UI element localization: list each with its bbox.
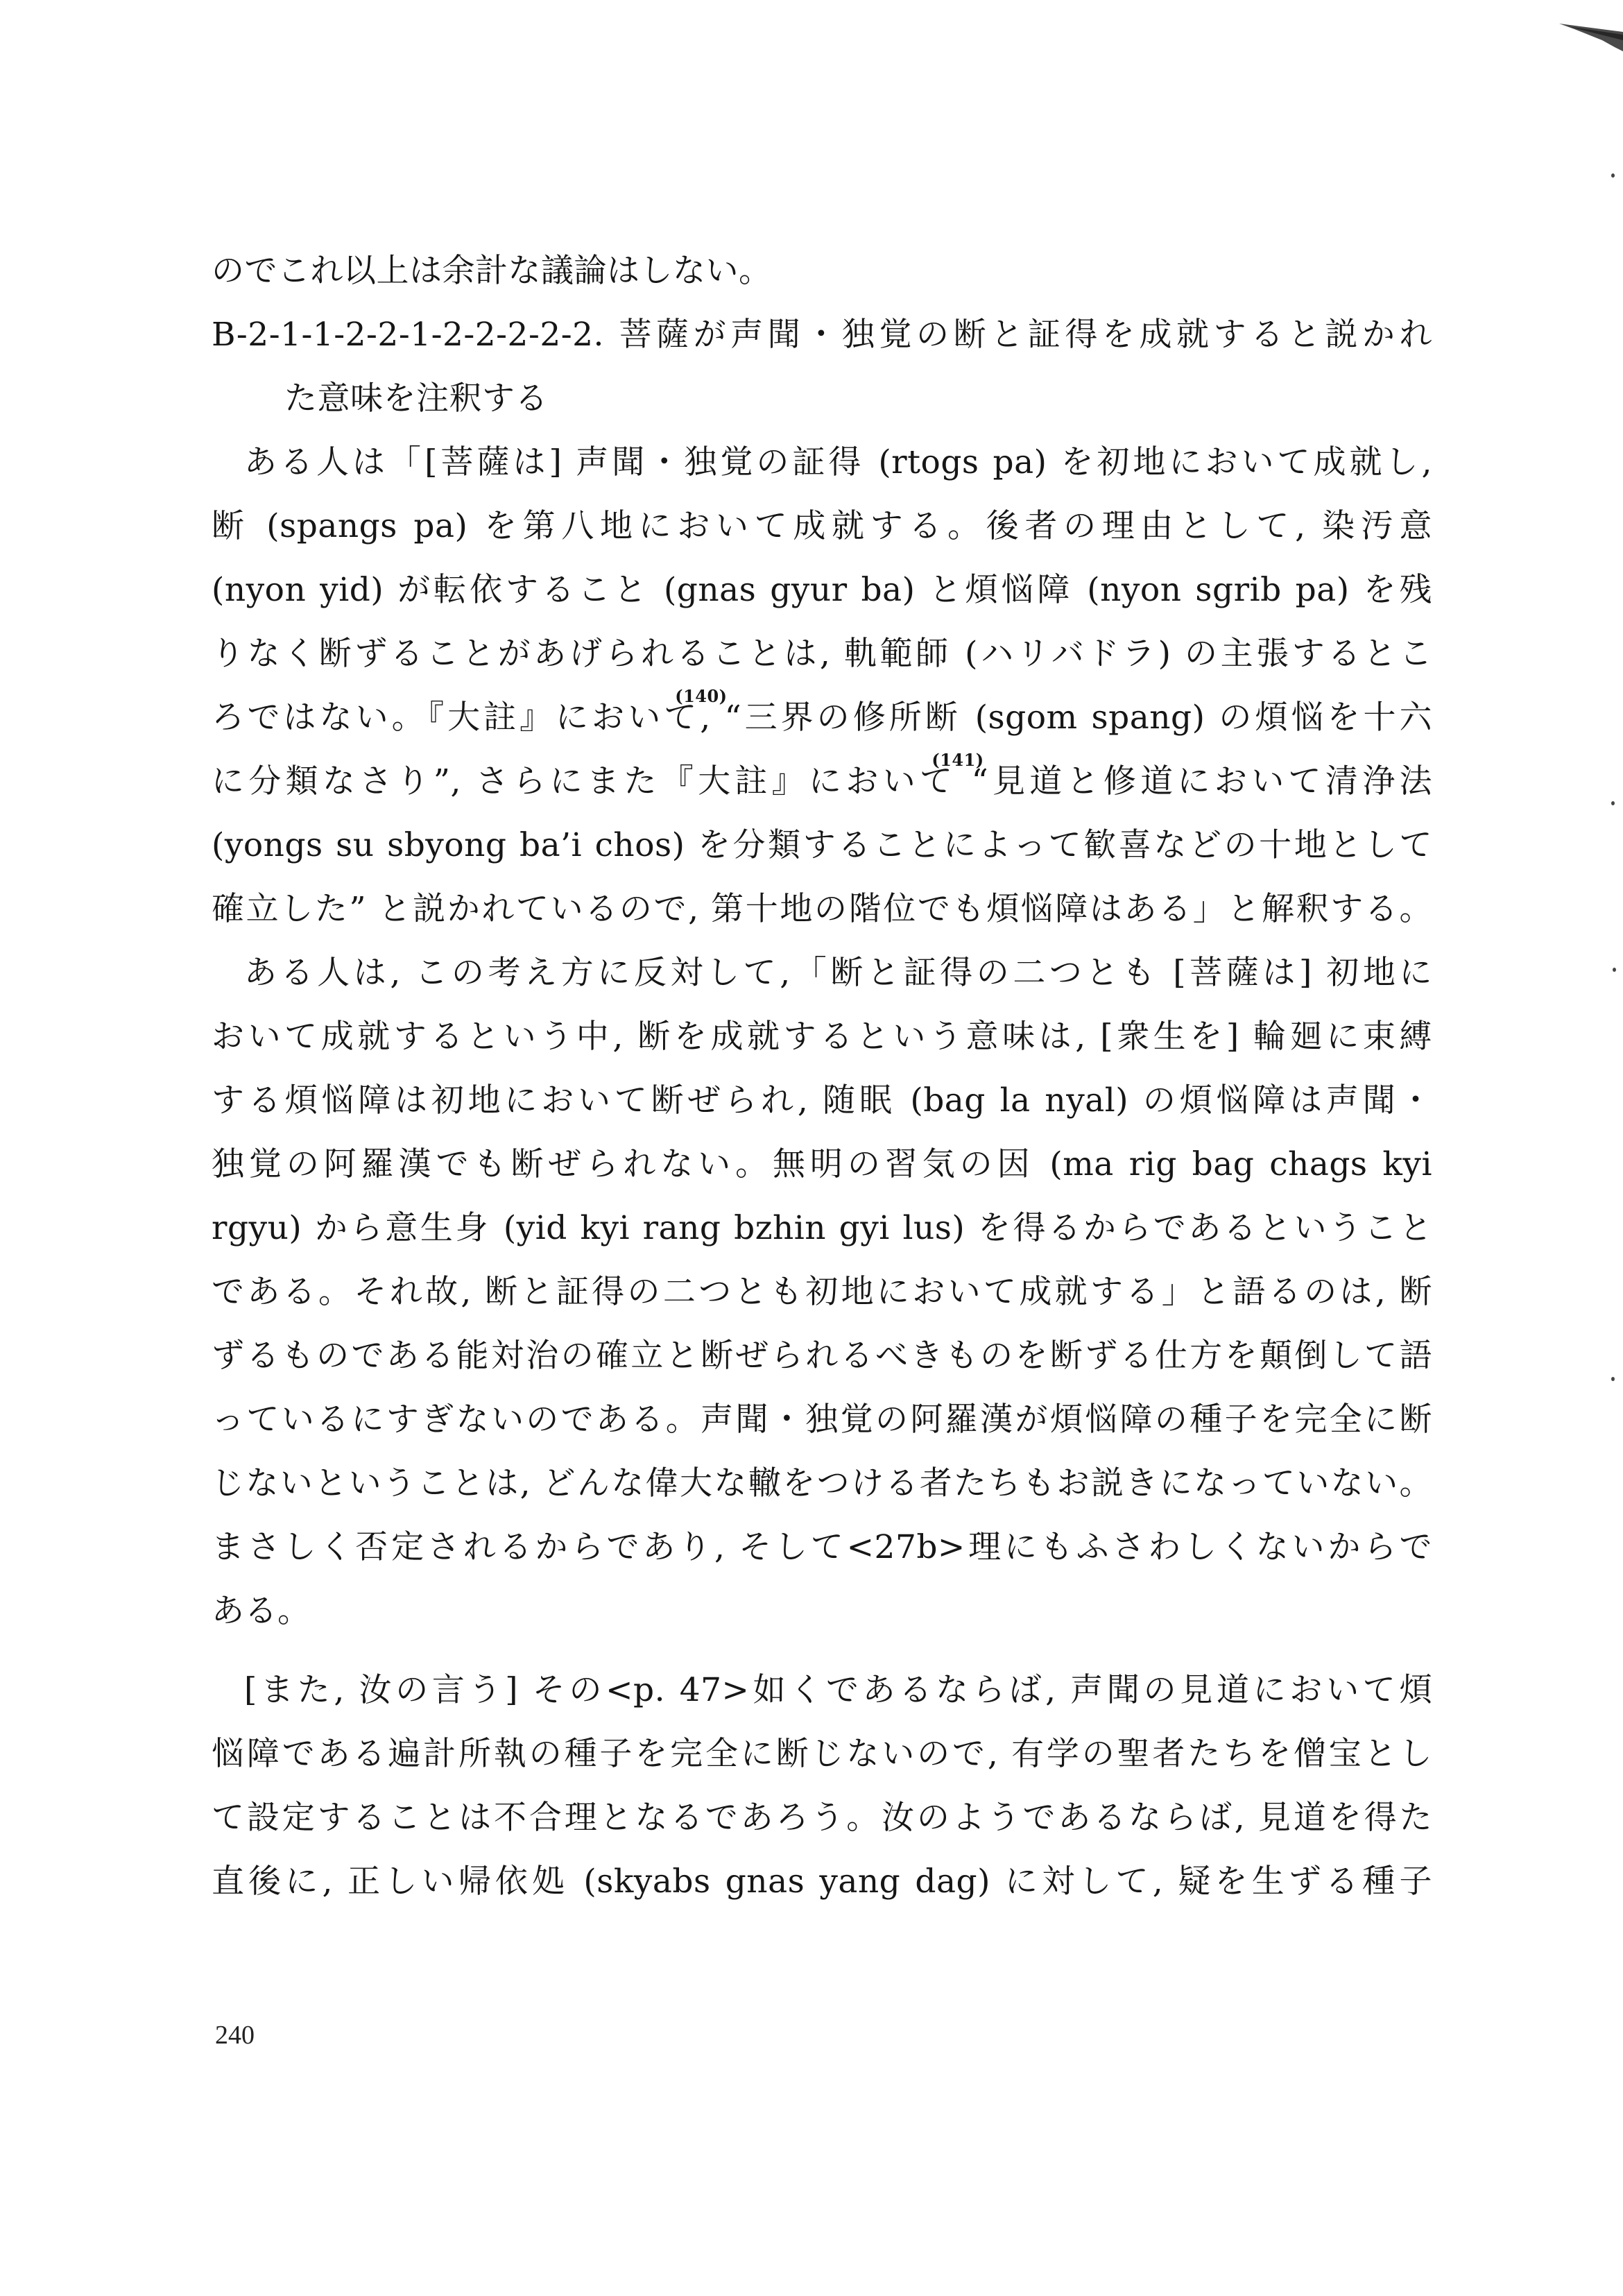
text-line: 独覚の阿羅漢でも断ぜられない。無明の習気の因 (ma rig bag chags kyi — [212, 1145, 1432, 1183]
text-line: ある人は「[菩薩は] 声聞・独覚の証得 (rtogs pa) を初地において成就し, — [244, 443, 1432, 481]
text-line: 断 (spangs pa) を第八地において成就する。後者の理由として, 染汚意 — [212, 507, 1432, 545]
text-line: (nyon yid) が転依すること (gnas gyur ba) と煩悩障 (nyon sgrib pa) を残 — [212, 571, 1432, 609]
text-line: する煩悩障は初地において断ぜられ, 随眠 (bag la nyal) の煩悩障は声聞・ — [212, 1081, 1432, 1120]
text-line — [212, 686, 1432, 750]
text-line: rgyu) から意生身 (yid kyi rang bzhin gyi lus) を得るからであるということ — [212, 1209, 1432, 1247]
text-line: B-2-1-1-2-2-1-2-2-2-2-2. 菩薩が声聞・独覚の断と証得を成就すると説かれ — [212, 316, 1432, 354]
scan-speck — [1611, 801, 1615, 805]
body-text — [212, 239, 1432, 1914]
text-line: て設定することは不合理となるであろう。汝のようであるならば, 見道を得た — [212, 1799, 1432, 1837]
text-line: た意味を注釈する — [284, 379, 548, 418]
text-line: りなく断ずることがあげられることは, 軌範師 (ハリバドラ) の主張するとこ — [212, 635, 1432, 673]
text-line: っているにすぎないのである。声聞・独覚の阿羅漢が煩悩障の種子を完全に断 — [212, 1400, 1432, 1439]
scan-artifact-corner — [1554, 19, 1623, 54]
text-line: 悩障である遍計所執の種子を完全に断じないので, 有学の聖者たちを僧宝とし — [212, 1735, 1432, 1773]
text-line: まさしく否定されるからであり, そして<27b>理にもふさわしくないからで — [212, 1528, 1432, 1566]
text-line: のでこれ以上は余計な議論はしない。 — [212, 252, 772, 290]
scan-speck — [1613, 968, 1616, 972]
scan-speck — [1611, 173, 1615, 178]
page-number: 240 — [215, 2021, 255, 2050]
text-segment: , “三界の修所断 (sgom spang) の煩悩を十六 — [700, 699, 1432, 737]
text-line: [また, 汝の言う] その<p. 47>如くであるならば, 声聞の見道において煩 — [244, 1671, 1432, 1709]
text-line: ある人は, この考え方に反対して,「断と証得の二つとも [菩薩は] 初地に — [244, 954, 1432, 992]
text-line: (yongs su sbyong ba’i chos) を分類することによって歓喜などの十地として — [212, 826, 1432, 864]
text-line: 直後に, 正しい帰依処 (skyabs gnas yang dag) に対して, 疑を生ずる種子 — [212, 1862, 1432, 1901]
text-segment: に分類なさり”, さらにまた『大註』において — [212, 762, 957, 800]
text-segment: ろではない。『大註』において — [212, 699, 701, 737]
text-line: 確立した” と説かれているので, 第十地の階位でも煩悩障はある」と解釈する。 — [212, 890, 1432, 928]
footnote-number: (140) — [675, 686, 728, 706]
text-line: ずるものである能対治の確立と断ぜられるべきものを断ずる仕方を顛倒して語 — [212, 1337, 1432, 1375]
footnote-number: (141) — [931, 750, 984, 770]
scan-speck — [1611, 1377, 1615, 1381]
text-line: じないということは, どんな偉大な轍をつける者たちもお説きになっていない。 — [212, 1464, 1432, 1502]
text-line: おいて成就するという中, 断を成就するという意味は, [衆生を] 輪廻に束縛 — [212, 1018, 1432, 1056]
text-line: ある。 — [212, 1592, 311, 1630]
text-line: である。それ故, 断と証得の二つとも初地において成就する」と語るのは, 断 — [212, 1273, 1432, 1311]
text-segment: “見道と修道において清浄法 — [956, 762, 1432, 800]
text-line — [212, 750, 1432, 814]
